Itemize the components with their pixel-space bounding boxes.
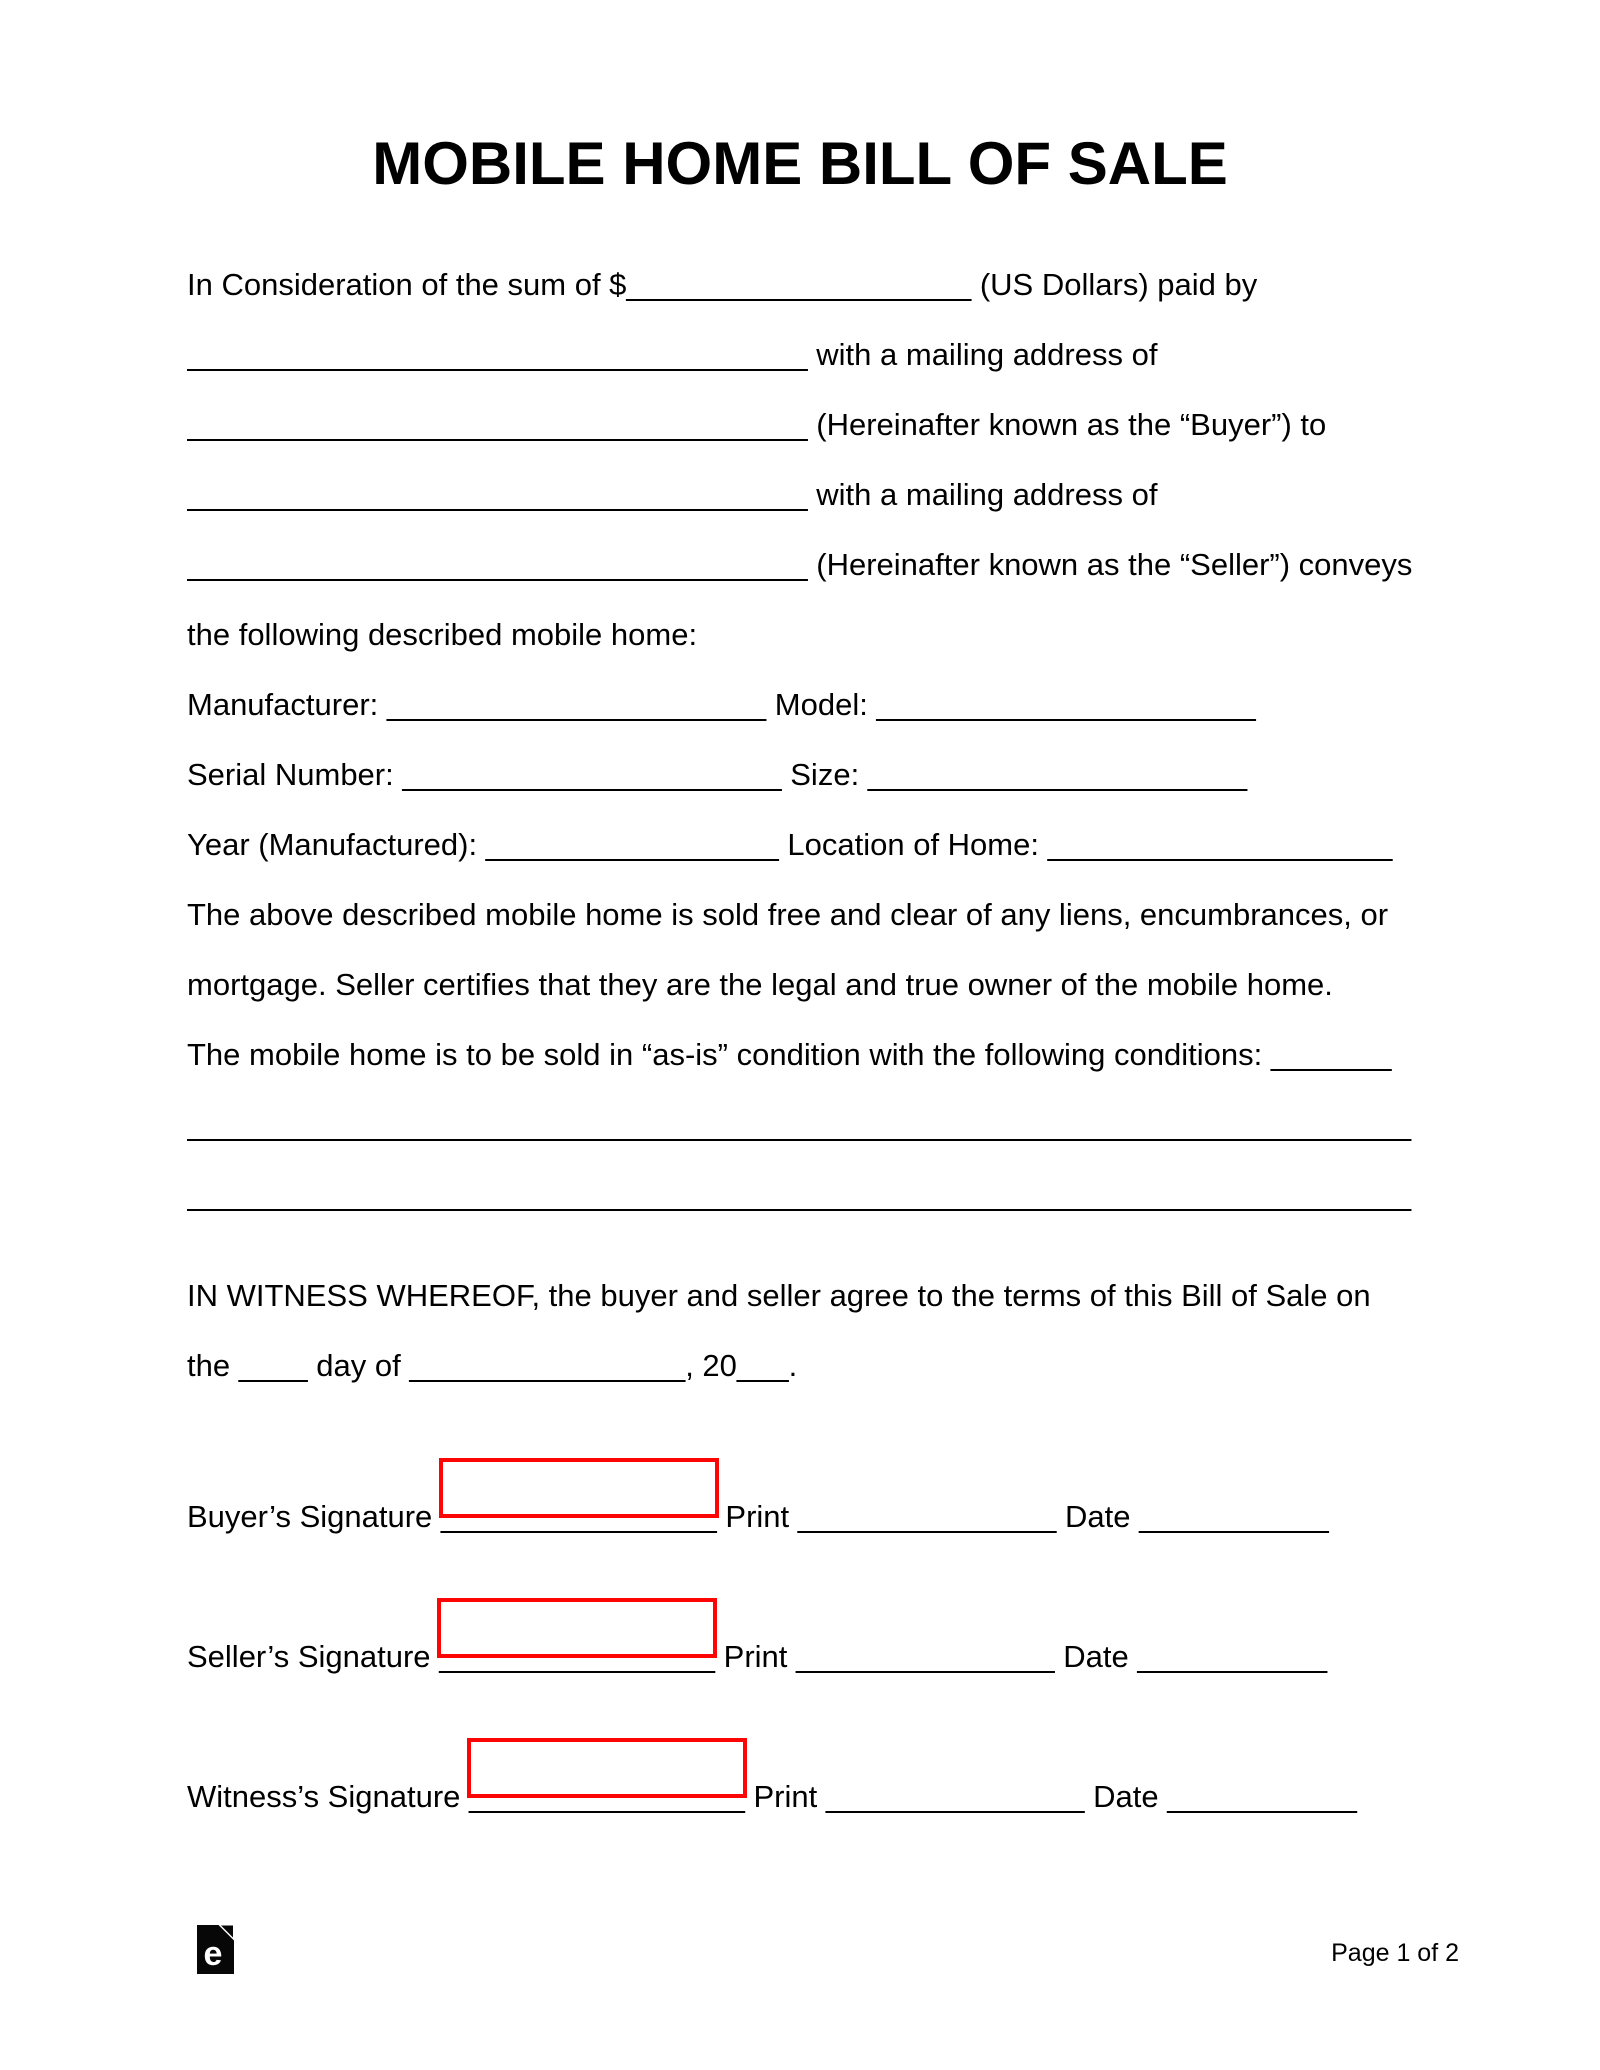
buyer-name-blank-line: ____________________________________ with a mailing address of xyxy=(187,337,1158,372)
serial-size-line: Serial Number: ______________________ Size: ______________________ xyxy=(187,757,1248,792)
witness-signature-field xyxy=(469,1762,745,1832)
logo-letter: e xyxy=(203,1935,223,1973)
date-label: Date xyxy=(1065,1499,1131,1534)
seller-signature-row xyxy=(187,1622,1413,1692)
signature-blank: ________________ xyxy=(439,1639,716,1674)
print-blank: _______________ xyxy=(797,1499,1057,1534)
witness-paragraph xyxy=(187,1261,1413,1401)
owner-clause-line: mortgage. Seller certifies that they are the legal and true owner of the mobile home. xyxy=(187,967,1333,1002)
witness-signature-row xyxy=(187,1762,1413,1832)
signature-blank: ________________ xyxy=(469,1779,745,1814)
print-label: Print xyxy=(725,1499,790,1534)
date-label: Date xyxy=(1063,1639,1129,1674)
eforms-logo-icon xyxy=(197,1925,234,1974)
manufacturer-model-line: Manufacturer: ______________________ Model: ______________________ xyxy=(187,687,1256,722)
conditions-blank-line: _______________________________________________________________________ xyxy=(187,1177,1412,1212)
page-number: Page 1 of 2 xyxy=(1331,1939,1459,1967)
seller-name-blank-line: ____________________________________ with a mailing address of xyxy=(187,477,1158,512)
signature-section xyxy=(187,1482,1413,1832)
consideration-line: In Consideration of the sum of $____________________ (US Dollars) paid by xyxy=(187,267,1258,302)
date-label: Date xyxy=(1093,1779,1159,1814)
witness-signature-label: Witness’s Signature xyxy=(187,1779,461,1814)
described-home-line: the following described mobile home: xyxy=(187,617,698,652)
in-witness-line: IN WITNESS WHEREOF, the buyer and seller agree to the terms of this Bill of Sale on xyxy=(187,1278,1371,1313)
print-label: Print xyxy=(753,1779,818,1814)
page-title: MOBILE HOME BILL OF SALE xyxy=(372,130,1228,197)
print-blank: _______________ xyxy=(796,1639,1055,1674)
date-of-sale-line: the ____ day of ________________, 20___. xyxy=(187,1348,798,1383)
print-blank: _______________ xyxy=(825,1779,1085,1814)
seller-address-blank-line: ____________________________________ (Hereinafter known as the “Seller”) conveys xyxy=(187,547,1413,582)
document-content xyxy=(187,0,1413,1832)
conditions-blank-line: _______________________________________________________________________ xyxy=(187,1107,1412,1142)
seller-signature-box[interactable] xyxy=(437,1598,717,1658)
year-location-line: Year (Manufactured): _________________ Location of Home: ____________________ xyxy=(187,827,1393,862)
seller-signature-field xyxy=(439,1622,715,1692)
liens-clause-line: The above described mobile home is sold free and clear of any liens, encumbrances, or xyxy=(187,897,1389,932)
seller-signature-label: Seller’s Signature xyxy=(187,1639,431,1674)
buyer-signature-field xyxy=(441,1482,717,1552)
buyer-address-blank-line: ____________________________________ (Hereinafter known as the “Buyer”) to xyxy=(187,407,1327,442)
buyer-signature-box[interactable] xyxy=(439,1458,719,1518)
body-paragraph xyxy=(187,250,1413,1230)
witness-signature-box[interactable] xyxy=(467,1738,747,1798)
as-is-clause-line: The mobile home is to be sold in “as-is” condition with the following conditions: _______ xyxy=(187,1037,1392,1072)
date-blank: ___________ xyxy=(1139,1499,1329,1534)
date-blank: ___________ xyxy=(1167,1779,1357,1814)
print-label: Print xyxy=(723,1639,788,1674)
signature-blank: ________________ xyxy=(440,1499,717,1534)
buyer-signature-row xyxy=(187,1482,1413,1552)
buyer-signature-label: Buyer’s Signature xyxy=(187,1499,433,1534)
date-blank: ___________ xyxy=(1137,1639,1328,1674)
